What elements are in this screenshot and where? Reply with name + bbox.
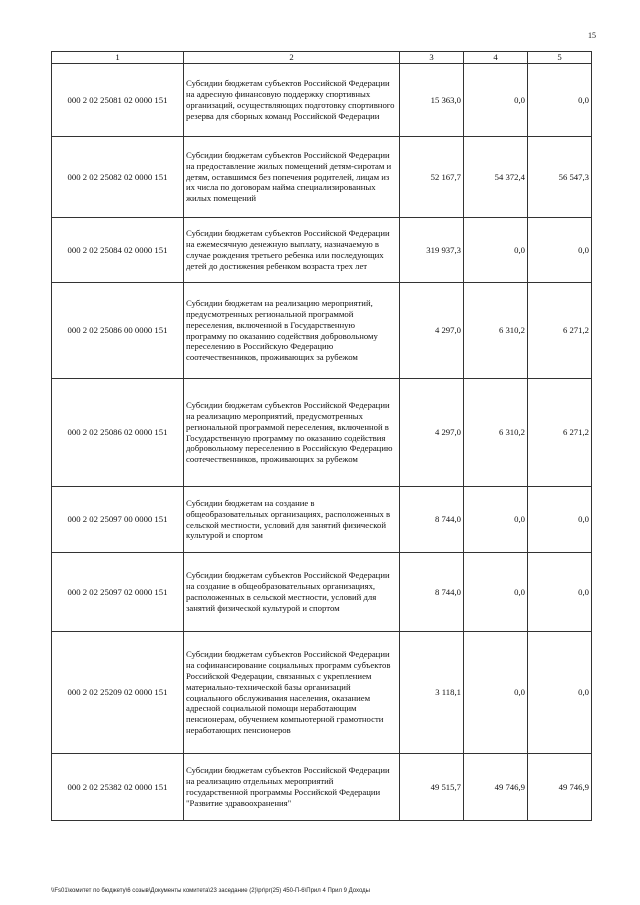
value-col3: 4 297,0: [400, 379, 464, 487]
income-description: Субсидии бюджетам на реализацию мероприятий, предусмотренных региональной программой переселения, включенной в Государственную программу по оказанию содействия добровольному переселению в Российскую Федерацию соотечественников, проживающих за рубежом: [184, 283, 400, 379]
value-col3: 3 118,1: [400, 632, 464, 754]
value-col5: 0,0: [528, 218, 592, 283]
value-col5: 56 547,3: [528, 137, 592, 218]
value-col4: 0,0: [464, 553, 528, 632]
column-header: 4: [464, 52, 528, 64]
value-col4: 6 310,2: [464, 283, 528, 379]
income-code: 000 2 02 25081 02 0000 151: [52, 64, 184, 137]
income-code: 000 2 02 25082 02 0000 151: [52, 137, 184, 218]
value-col3: 8 744,0: [400, 487, 464, 553]
income-code: 000 2 02 25086 00 0000 151: [52, 283, 184, 379]
income-code: 000 2 02 25097 02 0000 151: [52, 553, 184, 632]
value-col4: 0,0: [464, 487, 528, 553]
value-col5: 49 746,9: [528, 754, 592, 821]
income-description: Субсидии бюджетам субъектов Российской Федерации на адресную финансовую поддержку спортивных организаций, осуществляющих подготовку спортивного резерва для сборных команд Российской Федерации: [184, 64, 400, 137]
value-col4: 0,0: [464, 64, 528, 137]
value-col3: 52 167,7: [400, 137, 464, 218]
income-description: Субсидии бюджетам субъектов Российской Федерации на реализацию мероприятий, предусмотренных региональной программой переселения, включенной в Государственную программу по оказанию содействия добровольному переселению в Российскую Федерацию соотечественников, проживающих за рубежом: [184, 379, 400, 487]
column-header: 1: [52, 52, 184, 64]
table-row: [52, 379, 592, 487]
value-col5: 0,0: [528, 487, 592, 553]
income-description: Субсидии бюджетам субъектов Российской Федерации на реализацию отдельных мероприятий государственной программы Российской Федерации "Развитие здравоохранения": [184, 754, 400, 821]
value-col4: 0,0: [464, 218, 528, 283]
value-col3: 8 744,0: [400, 553, 464, 632]
income-code: 000 2 02 25084 02 0000 151: [52, 218, 184, 283]
value-col4: 6 310,2: [464, 379, 528, 487]
footer-file-path: \\Fs01\комитет по бюджету\6 созыв\Документы комитета\23 заседание (2)\pr\pr(25) 450-П-6\Прил 4 Прил 9 Доходы: [51, 888, 370, 894]
value-col3: 15 363,0: [400, 64, 464, 137]
income-code: 000 2 02 25097 00 0000 151: [52, 487, 184, 553]
table-row: [52, 283, 592, 379]
table-row: [52, 487, 592, 553]
table-row: [52, 137, 592, 218]
table-header-row: [52, 52, 592, 64]
page-number: 15: [588, 31, 596, 40]
value-col4: 49 746,9: [464, 754, 528, 821]
value-col4: 54 372,4: [464, 137, 528, 218]
table-row: [52, 553, 592, 632]
table-row: [52, 632, 592, 754]
value-col3: 4 297,0: [400, 283, 464, 379]
column-header: 5: [528, 52, 592, 64]
value-col5: 6 271,2: [528, 283, 592, 379]
value-col5: 6 271,2: [528, 379, 592, 487]
income-code: 000 2 02 25086 02 0000 151: [52, 379, 184, 487]
value-col3: 49 515,7: [400, 754, 464, 821]
income-code: 000 2 02 25382 02 0000 151: [52, 754, 184, 821]
column-header: 2: [184, 52, 400, 64]
value-col5: 0,0: [528, 553, 592, 632]
value-col3: 319 937,3: [400, 218, 464, 283]
table-row: [52, 218, 592, 283]
income-description: Субсидии бюджетам субъектов Российской Федерации на предоставление жилых помещений детям-сиротам и детям, оставшимся без попечения родителей, лицам из их числа по договорам найма специализированных жилых помещений: [184, 137, 400, 218]
column-header: 3: [400, 52, 464, 64]
income-description: Субсидии бюджетам субъектов Российской Федерации на создание в общеобразовательных организациях, расположенных в сельской местности, условий для занятий физической культурой и спортом: [184, 553, 400, 632]
budget-table: [51, 51, 592, 821]
income-code: 000 2 02 25209 02 0000 151: [52, 632, 184, 754]
value-col5: 0,0: [528, 632, 592, 754]
income-description: Субсидии бюджетам субъектов Российской Федерации на софинансирование социальных программ субъектов Российской Федерации, связанных с укреплением материально-технической базы организаций социального обслуживания населения, оказанием адресной социальной помощи неработающим пенсионерам, обучением компьютерной грамотности неработающих пенсионеров: [184, 632, 400, 754]
value-col5: 0,0: [528, 64, 592, 137]
value-col4: 0,0: [464, 632, 528, 754]
income-description: Субсидии бюджетам субъектов Российской Федерации на ежемесячную денежную выплату, назначаемую в случае рождения третьего ребенка или последующих детей до достижения ребенком возраста трех лет: [184, 218, 400, 283]
table-row: [52, 64, 592, 137]
income-description: Субсидии бюджетам на создание в общеобразовательных организациях, расположенных в сельской местности, условий для занятий физической культурой и спортом: [184, 487, 400, 553]
table-row: [52, 754, 592, 821]
